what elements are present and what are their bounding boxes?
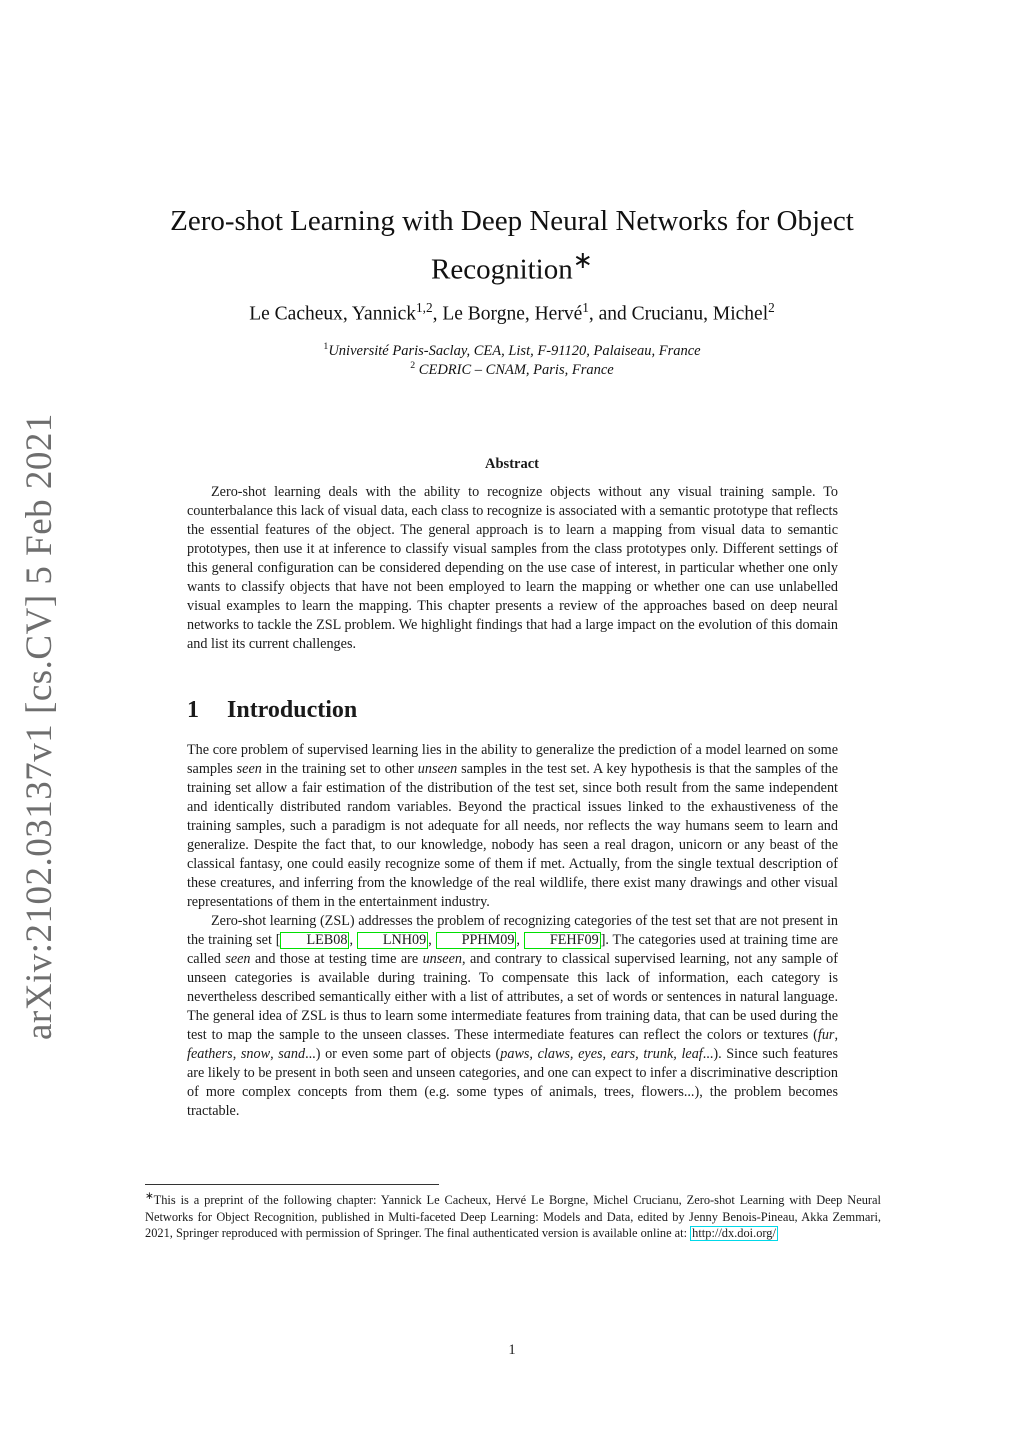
abstract-body: Zero-shot learning deals with the ability to recognize objects without any visual training sample. To counterbalance this lack of visual data, each class to recognize is associated with a semantic prototype that reflects the essential features of the object. The general approach is to learn a mapping from visual data to semantic prototypes, then use it at inference to classify visual samples from the class prototypes only. Different settings of this general configuration can be considered depending on the use case of interest, in particular whether one only wants to classify objects that have not been employed to learn the mapping or whether one can use unlabelled visual examples to learn the mapping. This chapter presents a review of the approaches based on deep neural networks to tackle the ZSL problem. We highlight findings that had a large impact on the evolution of this domain and list its current challenges. (187, 484, 838, 652)
author-name: Le Cacheux, Yannick (249, 303, 417, 325)
affiliation-line (130, 341, 894, 360)
citation-link[interactable]: LEB08 (280, 932, 349, 949)
affiliation-line (130, 360, 894, 379)
title-text: Zero-shot Learning with Deep Neural Networks for Object Recognition (170, 205, 854, 286)
page-number: 1 (508, 1342, 516, 1358)
author-affiliation-mark: 1 (582, 300, 589, 315)
author-affiliation-mark: 2 (768, 300, 775, 315)
author-list: Le Cacheux, Yannick$^{1,2}$, Le Borgne, Hervé$^1$, and Crucianu, Michel$^2$ (249, 300, 775, 325)
affiliation-text: Université Paris-Saclay, CEA, List, F-91120, Palaiseau, France (328, 342, 701, 359)
introduction-body (187, 741, 838, 1121)
paper-title (130, 202, 894, 290)
footnote-divider (145, 1184, 439, 1185)
section-heading (187, 697, 357, 724)
citation-link[interactable]: PPHM09 (436, 932, 517, 949)
paragraph: The core problem of supervised learning lies in the ability to generalize the prediction of a model learned on some samples seen in the training set to other unseen samples in the test set. A key hypothesis is that the samples of the training set allow a fair estimation of the distribution of the test set, since both result from the same independent and identically distributed random variables. Beyond the practical issues linked to the exhaustiveness of the training samples, such a paradigm is not adequate for all needs, nor reflects the way humans seem to learn and generalize. Despite the fact that, to our knowledge, nobody has seen a real dragon, unicorn or any beast of the classical fantasy, one could easily recognize some of them if met. Actually, from the single textual description of these creatures, and inferring from the knowledge of the real wildlife, there exist many drawings and other visual representations of them in the entertainment industry. (187, 742, 838, 910)
author-name: Crucianu, Michel (631, 303, 769, 325)
citation-link[interactable]: LNH09 (357, 932, 428, 949)
paragraph: Zero-shot learning (ZSL) addresses the problem of recognizing categories of the test set that are not present in the training set [ LEB08 , LNH09 , PPHM09 , FEHF09 ]. The categories used at training time are called seen and those at testing time are unseen, and contrary to classical supervised learning, not any sample of unseen categories is available during training. To compensate this lack of information, each category is nevertheless described semantically either with a list of attributes, a set of words or sentences in natural language. The general idea of ZSL is thus to learn some intermediate features from training data, that can be used during the test to map the sample to the unseen classes. These intermediate features can reflect the colors or textures (fur, feathers, snow, sand...) or even some part of objects (paws, claws, eyes, ears, trunk, leaf...). Since such features are likely to be present in both seen and unseen categories, and one can expect to infer a discriminative description of more complex concepts from them (e.g. some types of animals, trees, flowers...), the problem becomes tractable. (187, 913, 839, 1119)
title-footnote-marker[interactable]: ∗ (572, 247, 593, 274)
affiliation-mark: 1 (323, 341, 329, 352)
abstract-heading: Abstract (485, 456, 539, 472)
section-number: 1 (187, 697, 199, 723)
section-title: Introduction (227, 697, 358, 723)
footnote-text: This is a preprint of the following chapter: Yannick Le Cacheux, Hervé Le Borgne, Michel Crucianu, Zero-shot Learning with Deep Neural Networks for Object Recognition, published in Multi-faceted Deep Learning: Models and Data, edited by Jenny Benois-Pineau, Akka Zemmari, 2021, Springer reproduced with permission of Springer. The final authenticated version is available online at: (145, 1193, 881, 1241)
footnote (145, 1189, 881, 1242)
citation-link[interactable]: FEHF09 (524, 932, 601, 949)
author-affiliation-mark: 1,2 (416, 300, 433, 315)
footnote-marker: ∗ (145, 1191, 154, 1202)
doi-link[interactable]: http://dx.doi.org/ (692, 1226, 776, 1241)
arxiv-identifier-stamp: arXiv:2102.03137v1 [cs.CV] 5 Feb 2021 (19, 413, 60, 1040)
affiliation-mark: 2 (410, 360, 416, 371)
affiliation-text: CEDRIC – CNAM, Paris, France (418, 361, 614, 378)
author-name: Le Borgne, Hervé (442, 303, 583, 325)
